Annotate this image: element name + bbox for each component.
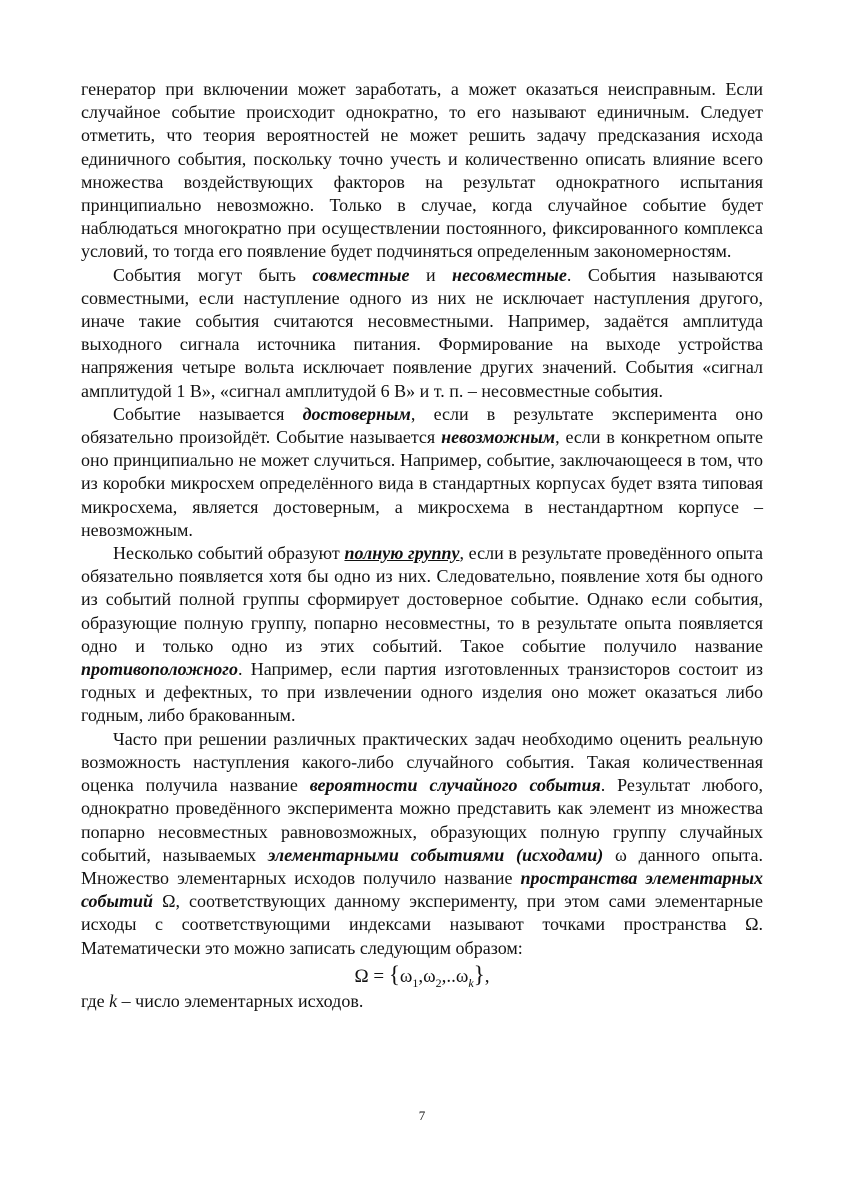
formula-sub: 2 bbox=[435, 975, 442, 990]
paragraph bbox=[81, 264, 763, 403]
paragraph-text: , если в конкретном опыте оно принципиально не может случиться. Например, событие, заключающееся в том, что из коробки микросхем определённого вида в стандартных корпусах будет взята типовая микросхема, является достоверным, а микросхема в нестандартном корпусе – невозможным. bbox=[81, 427, 763, 540]
paragraph-text: Несколько событий образуют bbox=[113, 543, 345, 564]
formula-close-brace: } bbox=[473, 961, 485, 987]
formula-equals: = bbox=[373, 965, 385, 987]
formula-lhs: Ω bbox=[354, 965, 369, 987]
paragraph-text: События могут быть bbox=[113, 264, 313, 285]
after-formula-prefix: где bbox=[81, 990, 110, 1011]
term-highlight: противоположного bbox=[81, 659, 238, 680]
paragraph-text: , если в результате эксперимента оно обязательно произойдёт. Событие называется bbox=[81, 403, 763, 448]
formula-sep: , bbox=[418, 965, 424, 987]
formula-sub: 1 bbox=[412, 975, 419, 990]
paragraph-text: . Результат любого, однократно проведённого эксперимента можно представить как элемент из множества попарно несовместных равновозможных, образующих полную группу случайных событий, называемых bbox=[81, 775, 763, 865]
after-formula-suffix: – число элементарных исходов. bbox=[117, 990, 364, 1011]
term-highlight: несовместные bbox=[452, 264, 567, 285]
paragraph-text: . События называются совместными, если наступление одного из них не исключает наступления другого, иначе такие события считаются несовместными. Например, задаётся амплитуда выходного сигнала источника питания. Формирование на выходе устройства напряжения четыре вольта исключает появление других значений. События «сигнал амплитудой 1 В», «сигнал амплитудой 6 В» и т. п. – несовместные события. bbox=[81, 264, 763, 401]
paragraph bbox=[81, 728, 763, 960]
term-highlight: полную группу bbox=[344, 543, 460, 564]
paragraph-text: , если в результате проведённого опыта обязательно появляется хотя бы одно из них. Следовательно, появление хотя бы одного из событий полной группы сформирует достоверное событие. Однако если события, образующие полную группу, попарно несовместны, то в результате опыта появляется одно и только одно из этих событий. Такое событие получило название bbox=[81, 543, 763, 656]
term-highlight: совместные bbox=[312, 264, 410, 285]
term-highlight: вероятности случайного события bbox=[309, 775, 601, 796]
formula-omega: ω bbox=[423, 965, 436, 987]
term-highlight: невозможным bbox=[441, 427, 556, 448]
after-formula-var: k bbox=[109, 990, 118, 1011]
paragraph-text: генератор при включении может заработать, а может оказаться неисправным. Если случайное событие происходит однократно, то его называют единичным. Следует отметить, что теория вероятностей не может решить задачу предсказания исхода единичного события, поскольку точно учесть и количественно описать влияние всего множества воздействующих факторов на результат однократного испытания принципиально невозможно. Только в случае, когда случайное событие будет наблюдаться многократно при осуществлении постоянного, фиксированного комплекса условий, то тогда его появление будет подчиняться определенным закономерностям. bbox=[81, 79, 763, 262]
paragraph-text: Часто при решении различных практических задач необходимо оценить реальную возможность наступления какого-либо случайного события. Такая количественная оценка получила название bbox=[81, 728, 763, 796]
formula-open-brace: { bbox=[388, 961, 400, 987]
paragraph bbox=[81, 542, 763, 728]
after-formula-text bbox=[81, 990, 763, 1013]
paragraph bbox=[81, 403, 763, 542]
term-highlight: пространства элементарных событий bbox=[81, 867, 763, 912]
formula-omega: ω bbox=[455, 965, 469, 987]
paragraph-text: ω данного опыта. Множество элементарных исходов получило название bbox=[81, 844, 763, 888]
formula-sub: k bbox=[468, 975, 474, 990]
page-body bbox=[81, 78, 763, 1013]
formula-sep: ,.. bbox=[441, 965, 456, 987]
formula bbox=[81, 960, 763, 990]
term-highlight: достоверным bbox=[302, 403, 411, 424]
page-number: 7 bbox=[418, 1108, 426, 1123]
paragraph-text: Ω, соответствующих данному эксперименту, при этом сами элементарные исходы с соответствующими индексами называют точками пространства Ω. Математически это можно записать следующим образом: bbox=[81, 891, 763, 958]
formula-trail: , bbox=[484, 965, 490, 987]
paragraph-text: Событие называется bbox=[113, 403, 303, 424]
paragraph-text: и bbox=[409, 264, 453, 285]
paragraph-text: . Например, если партия изготовленных транзисторов состоит из годных и дефектных, то при извлечении одного изделия оно может оказаться либо годным, либо бракованным. bbox=[81, 659, 763, 726]
paragraph bbox=[81, 78, 763, 264]
formula-omega: ω bbox=[399, 965, 413, 987]
term-highlight: элементарными событиями (исходами) bbox=[267, 844, 604, 865]
